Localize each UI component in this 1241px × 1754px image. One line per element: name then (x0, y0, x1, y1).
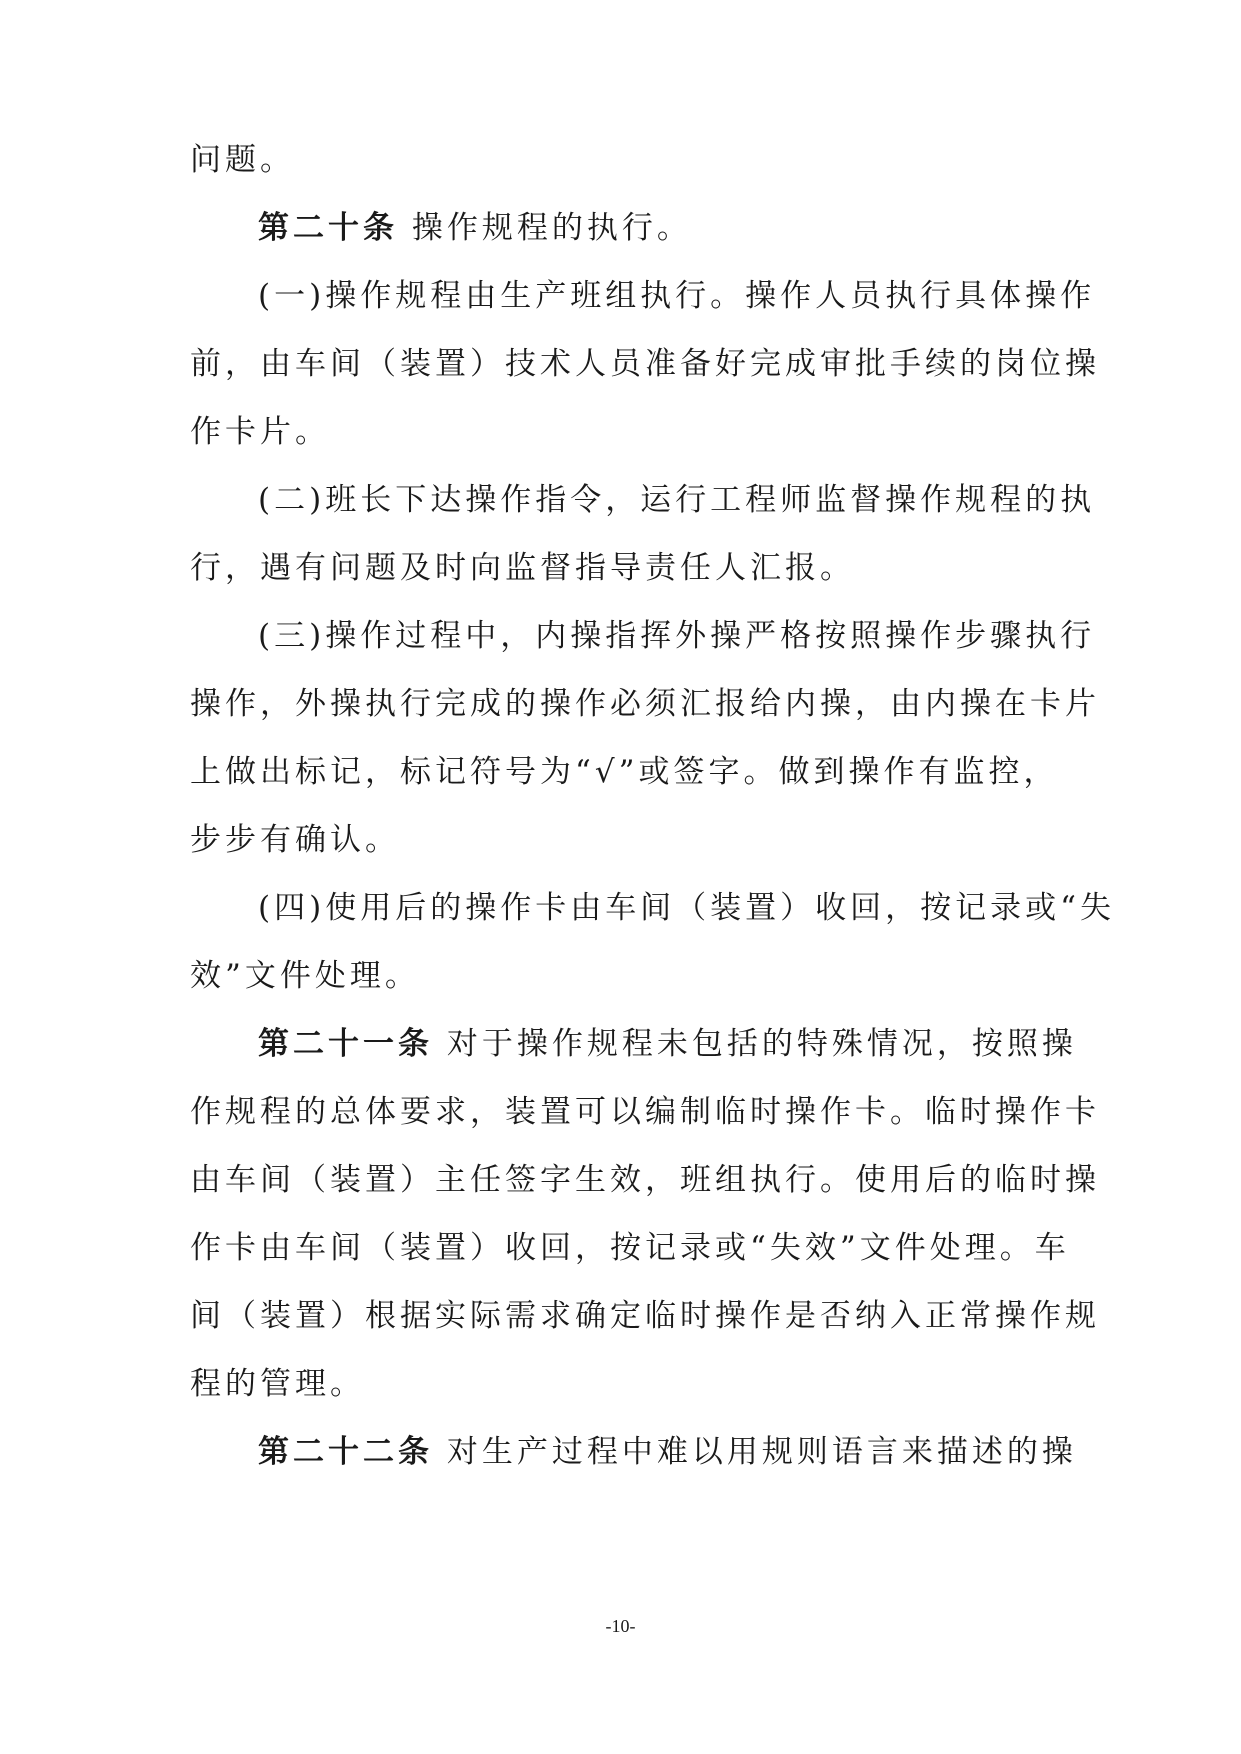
article-heading-line: 第二十条 操作规程的执行。 (258, 210, 692, 246)
text-line: (三)操作过程中，内操指挥外操严格按照操作步骤执行 (258, 618, 1096, 654)
text-line: 程的管理。 (190, 1366, 365, 1402)
text-line: 效”文件处理。 (190, 958, 420, 994)
text-line: 上做出标记，标记符号为“√”或签字。做到操作有监控， (190, 754, 1059, 790)
text-line: 操作，外操执行完成的操作必须汇报给内操，由内操在卡片 (190, 686, 1100, 722)
text-line: 作卡由车间（装置）收回，按记录或“失效”文件处理。车 (190, 1230, 1070, 1266)
article-heading-line: 第二十二条 对生产过程中难以用规则语言来描述的操 (258, 1434, 1077, 1470)
text-line: (四)使用后的操作卡由车间（装置）收回，按记录或“失 (258, 890, 1116, 926)
article-number: 第二十二条 (258, 1434, 433, 1470)
page-number: -10- (605, 1616, 636, 1636)
text-line: (二)班长下达操作指令，运行工程师监督操作规程的执 (258, 482, 1096, 518)
text-line: 由车间（装置）主任签字生效，班组执行。使用后的临时操 (190, 1162, 1100, 1198)
text-line: (一)操作规程由生产班组执行。操作人员执行具体操作 (258, 278, 1096, 314)
article-number: 第二十一条 (258, 1026, 433, 1062)
text-line: 步步有确认。 (190, 822, 400, 858)
text-line: 作规程的总体要求，装置可以编制临时操作卡。临时操作卡 (190, 1094, 1100, 1130)
text-line: 间（装置）根据实际需求确定临时操作是否纳入正常操作规 (190, 1298, 1100, 1334)
text-line: 前，由车间（装置）技术人员准备好完成审批手续的岗位操 (190, 346, 1100, 382)
article-heading-line: 第二十一条 对于操作规程未包括的特殊情况，按照操 (258, 1026, 1077, 1062)
text-line: 行，遇有问题及时向监督指导责任人汇报。 (190, 550, 855, 586)
text-line: 问题。 (190, 142, 295, 178)
text-line: 作卡片。 (190, 414, 330, 450)
article-number: 第二十条 (258, 210, 398, 246)
